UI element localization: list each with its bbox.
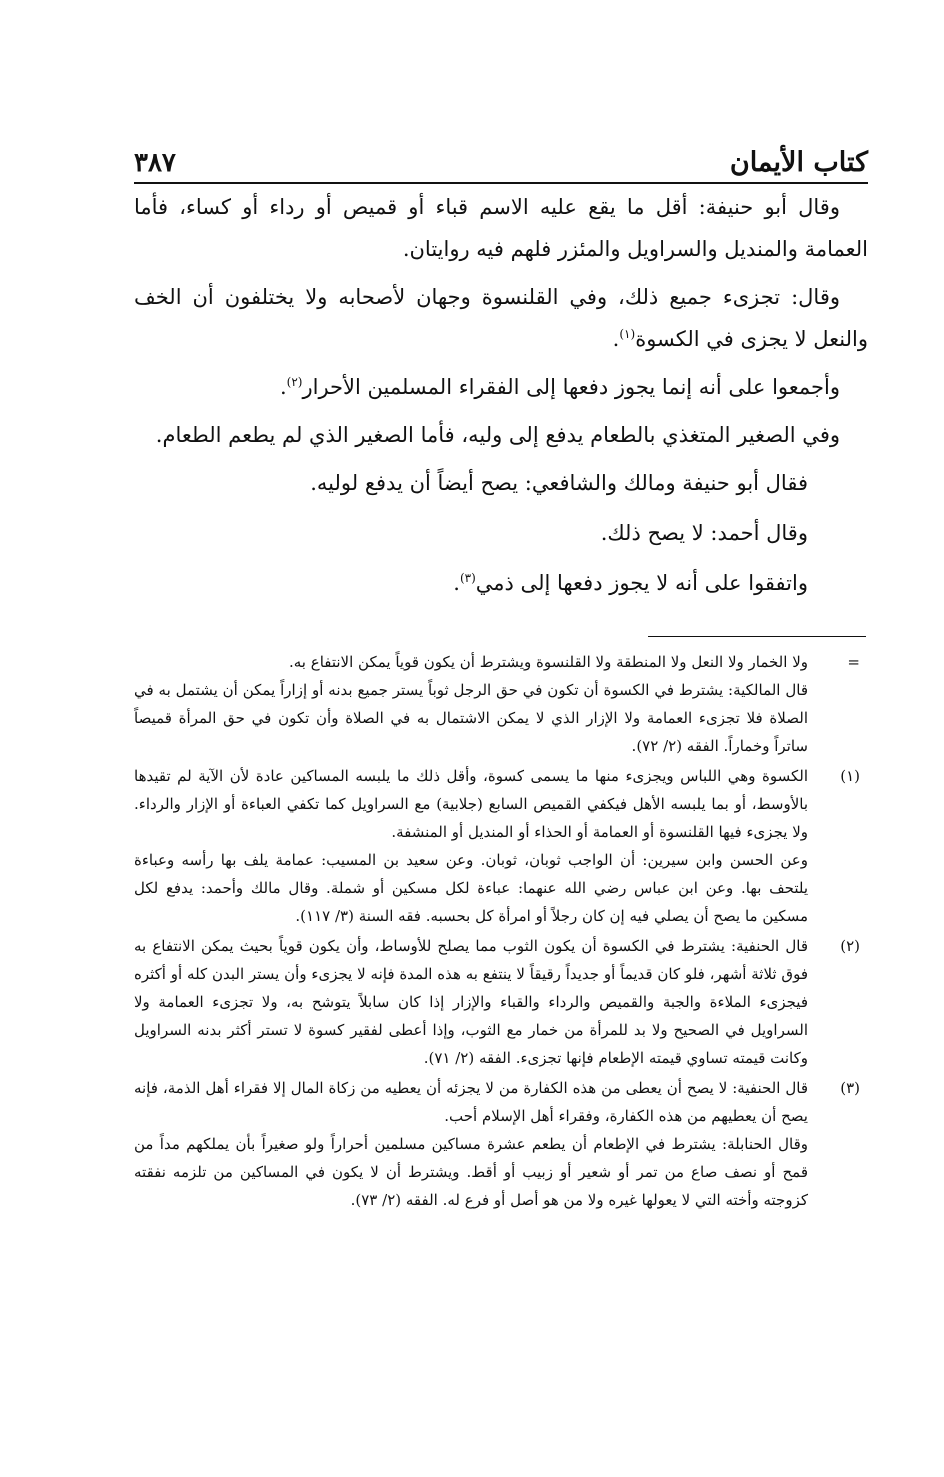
footnote-divider — [648, 636, 866, 637]
continuation-mark: = — [847, 653, 860, 671]
footnote-number: (٢) — [840, 937, 860, 955]
paragraph-text: وأجمعوا على أنه إنما يجوز دفعها إلى الفقراء المسلمين الأحرار — [302, 375, 840, 399]
footnote-paragraph: الكسوة وهي اللباس ويجزىء منها ما يسمى كسوة، وأقل ذلك ما يلبسه المساكين عادة لأن الآية لم تقيدها بالأوسط، أو بما يلبسه الأهل فيكفي القميص السابع (جلابية) مع السراويل كما تكفي العباءة أو الإزار والرداء. ولا يجزىء فيها القلنسوة أو العمامة أو الحذاء أو المنديل أو المنشفة. — [134, 767, 808, 841]
paragraph-text: وقال: تجزىء جميع ذلك، وفي القلنسوة وجهان لأصحابه ولا يختلفون أن الخف والنعل لا يجزى في الكسوة — [134, 285, 868, 351]
paragraph: وقال أبو حنيفة: أقل ما يقع عليه الاسم قباء أو قميص أو رداء أو كساء، فأما العمامة والمنديل والسراويل والمئزر فلهم فيه روايتان. — [134, 195, 868, 261]
footnote-continuation — [134, 648, 868, 760]
paragraph: وفي الصغير المتغذي بالطعام يدفع إلى وليه، فأما الصغير الذي لم يطعم الطعام. — [155, 423, 840, 447]
paragraph: فقال أبو حنيفة ومالك والشافعي: يصح أيضاً أن يدفع لوليه. — [310, 471, 808, 495]
paragraph: وقال: تجزىء جميع ذلك، وفي القلنسوة وجهان لأصحابه ولا يختلفون أن الخف والنعل لا يجزى في الكسوة$^{(١)}$. — [134, 285, 868, 351]
page-header — [134, 138, 868, 184]
footnote-paragraph: قال الحنفية: لا يصح أن يعطى من هذه الكفارة من لا يجزئه أن يعطيه من زكاة المال إلا فقراء أهل الذمة، فإنه يصح أن يعطيهم من هذه الكفارة، وفقراء أهل الإسلام أحب. — [134, 1079, 808, 1125]
main-text — [134, 186, 868, 612]
page-number: ٣٨٧ — [134, 148, 176, 178]
footnote-body — [134, 648, 808, 760]
footnote-body — [134, 762, 808, 930]
footnote-number: (٣) — [840, 1079, 860, 1097]
footnote-ref: (٢) — [286, 375, 303, 389]
paragraph: وقال أحمد: لا يصح ذلك. — [600, 521, 808, 545]
paragraph: واتفقوا على أنه لا يجوز دفعها إلى ذمي$^{(٣)}$. — [453, 571, 808, 595]
paragraph: وأجمعوا على أنه إنما يجوز دفعها إلى الفقراء المسلمين الأحرار$^{(٢)}$. — [279, 375, 840, 399]
footnote-paragraph: وعن الحسن وابن سيرين: أن الواجب ثوبان، ثوبان. وعن سعيد بن المسيب: عمامة يلف بها رأسه وعباءة يلتحف بها. وعن ابن عباس رضي الله عنهما: عباءة لكل مسكين أو شملة. وقال مالك وأحمد: يدفع لكل مسكين ما يصح أن يصلي فيه إن كان رجلاً أو امرأة كل بحسبه. فقه السنة (٣/ ١١٧). — [134, 851, 808, 925]
footnote-paragraph: وقال الحنابلة: يشترط في الإطعام أن يطعم عشرة مساكين مسلمين أحراراً ولو صغيراً بأن يملكهم مداً من قمح أو نصف صاع من تمر أو شعير أو زبيب أو أقط. ويشترط أن لا يكون في المساكين من تلزمه نفقته كزوجته وأخته التي لا يعولها غيره ولا من هو أصل أو فرع له. الفقه (٢/ ٧٣). — [134, 1135, 808, 1209]
footnote-1 — [134, 762, 868, 930]
footnote-paragraph: قال المالكية: يشترط في الكسوة أن تكون في حق الرجل ثوباً يستر جميع بدنه أو إزاراً يمكن أن يشتمل به في الصلاة فلا تجزىء العمامة ولا الإزار الذي لا يمكن الاشتمال به في الصلاة وأن تكون في حق المرأة قميصاً ساتراً وخماراً. الفقه (٢/ ٧٢). — [134, 681, 808, 755]
footnote-body — [134, 932, 808, 1072]
footnote-paragraph: ولا الخمار ولا النعل ولا المنطقة ولا القلنسوة ويشترط أن يكون قوياً يمكن الانتفاع به. — [288, 653, 808, 671]
footnote-2 — [134, 932, 868, 1072]
footnote-3 — [134, 1074, 868, 1214]
running-title: كتاب الأيمان — [729, 147, 868, 178]
footnote-number: (١) — [840, 767, 860, 785]
footnote-paragraph: قال الحنفية: يشترط في الكسوة أن يكون الثوب مما يصلح للأوساط، وأن يكون قوياً بحيث يمكن الانتفاع به فوق ثلاثة أشهر، فلو كان قديماً أو جديداً رقيقاً لا ينتفع به هذه المدة فإنه لا يجزىء وأن يستر البدن كله أو أكثره فيجزىء الملاءة والجبة والقميص والرداء والقباء والإزار إذا كان سابلاً يتوشح به، ولا تجزىء العمامة ولا السراويل في الصحيح ولا بد للمرأة من خمار مع الثوب، وإذا أعطى لفقير كسوة لا تستر أكثر بدنه السراويل وكانت قيمته تساوي قيمته الإطعام فإنها تجزىء. الفقه (٢/ ٧١). — [134, 937, 808, 1067]
footnotes — [134, 648, 868, 1216]
footnote-ref: (١) — [619, 327, 636, 341]
paragraph-text: واتفقوا على أنه لا يجوز دفعها إلى ذمي — [475, 571, 808, 595]
footnote-body — [134, 1074, 808, 1214]
footnote-ref: (٣) — [459, 571, 476, 585]
